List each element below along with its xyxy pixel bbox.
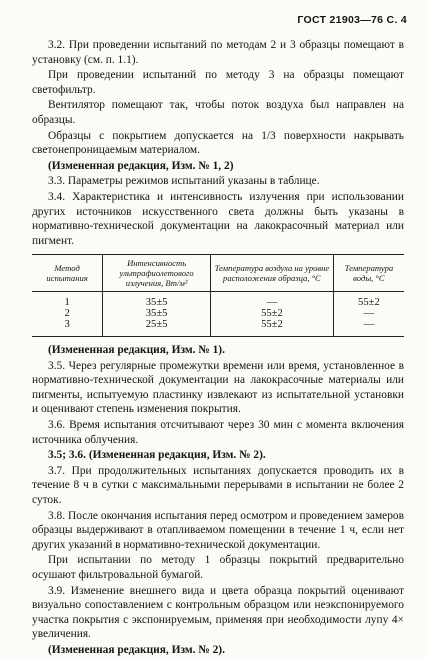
table-header-row [32, 255, 404, 292]
document-body [32, 38, 404, 658]
paragraphs-top [32, 38, 404, 248]
table-cell: 25±5 [103, 320, 211, 337]
table-cell: 3 [32, 320, 103, 337]
paragraph-3-8: 3.8. После окончания испытания перед осмотром и проведением замеров образцы выдерживают в отапливаемом помещении в течение 1 ч, если нет других указаний в нормативно-технической документации. [32, 509, 404, 551]
amendment-note: (Измененная редакция, Изм. № 1). [48, 344, 225, 357]
paragraph-filter: При проведении испытаний по методу 3 на образцы помещают светофильтр. [32, 69, 404, 96]
table-row [32, 309, 404, 320]
paragraph-3-3: 3.3. Параметры режимов испытаний указаны в таблице. [48, 175, 320, 188]
table-cell: 2 [64, 307, 70, 319]
table-cell: — [333, 320, 404, 337]
paragraph-3-2: 3.2. При проведении испытаний по методам 2 и 3 образцы помещают в установку (см. п. 1.1). [32, 39, 404, 66]
column-header-method: Метод испытания [32, 255, 103, 292]
paragraph-3-5: 3.5. Через регулярные промежутки времени или время, установленное в нормативно-технической документации на лакокрасочные материалы или пигменты, испытуемую пластинку извлекают из испытательной установки и оценивают степень изменения покрытия. [32, 359, 404, 416]
amendment-note: (Измененная редакция, Изм. № 2). [48, 643, 225, 656]
paragraph-3-6: 3.6. Время испытания отсчитывают через 30 мин с момента включения источника облучения. [32, 419, 404, 446]
table-cell: — [333, 309, 404, 320]
column-header-air-temperature: Температура воздуха на уровне расположения образца, °С [211, 255, 334, 292]
amendment-note: (Измененная редакция, Изм. № 1, 2) [48, 159, 234, 172]
paragraph-3-4: 3.4. Характеристика и интенсивность излучения при использовании других источников искусственного света должны быть указаны в нормативно-технической документации на лакокрасочный материал или пигмент. [32, 190, 404, 247]
paragraph-3-9: 3.9. Изменение внешнего вида и цвета образца покрытий оценивают визуально сопоставлением с контрольным образцом или неэкспонируемого участка покрытия с экспонируемым, применяя при необходимости лупу 4× увеличения. [32, 584, 404, 641]
table-cell: 55±2 [211, 309, 334, 320]
column-header-water-temperature: Температура воды, °С [333, 255, 404, 292]
table-row [32, 292, 404, 309]
table-cell: 55±2 [211, 320, 334, 337]
paragraph-3-7: 3.7. При продолжительных испытаниях допускается проводить их в течение 8 ч в сутки с максимальными перерывами в испытании не более 2 суток. [32, 464, 404, 507]
paragraph-fan: Вентилятор помещают так, чтобы поток воздуха был направлен на образцы. [32, 99, 404, 126]
column-header-uv-intensity: Интенсивность ультрафиолетового излучения, Вт/м² [103, 255, 211, 292]
paragraph-method-1: При испытании по методу 1 образцы покрытий предварительно осушают фильтровальной бумагой. [32, 554, 404, 581]
page-header: ГОСТ 21903—76 С. 4 [297, 14, 407, 26]
table-cell: 35±5 [103, 292, 211, 309]
amendment-note: 3.5; 3.6. (Измененная редакция, Изм. № 2). [48, 449, 266, 462]
table-row [32, 320, 404, 337]
table-cell: 1 [64, 297, 70, 309]
table-cell: 55±2 [333, 292, 404, 309]
paragraphs-bottom [32, 343, 404, 657]
paragraph-cover: Образцы с покрытием допускается на 1/3 поверхности накрывать светонепроницаемым материалом. [32, 129, 404, 157]
test-parameters-table [32, 254, 404, 337]
table-cell: — [211, 292, 334, 309]
table-cell: 35±5 [103, 309, 211, 320]
